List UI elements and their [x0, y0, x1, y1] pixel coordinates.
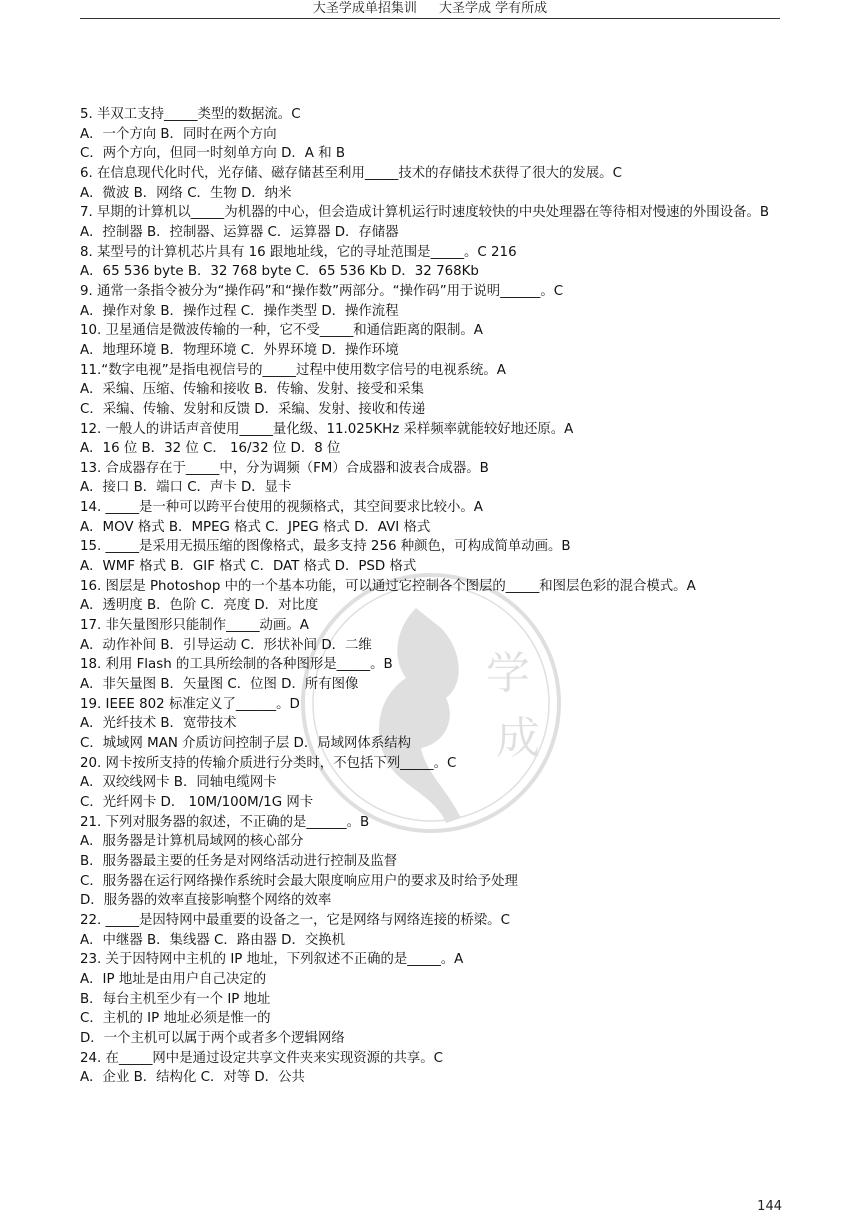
- question-9: 9. 通常一条指令被分为“操作码”和“操作数”两部分。“操作码”用于说明______。C: [80, 283, 564, 299]
- options-line: A．中继器 B．集线器 C．路由器 D．交换机: [80, 932, 346, 948]
- question-14: 14. _____是一种可以跨平台使用的视频格式，其空间要求比较小。A: [80, 500, 483, 516]
- page-header: [80, 0, 780, 19]
- question-19: 19. IEEE 802 标准定义了______。D: [80, 696, 300, 712]
- question-13: 13. 合成器存在于_____中，分为调频（FM）合成器和波表合成器。B: [80, 460, 489, 476]
- options-line: D．服务器的效率直接影响整个网络的效率: [80, 893, 332, 909]
- options-line: A．IP 地址是由用户自己决定的: [80, 971, 267, 987]
- options-line: C．主机的 IP 地址必须是惟一的: [80, 1011, 271, 1027]
- question-24: 24. 在_____网中是通过设定共享文件夹来实现资源的共享。C: [80, 1050, 443, 1066]
- page-number: 144: [757, 1199, 782, 1214]
- question-5: 5. 半双工支持_____类型的数据流。C: [80, 107, 301, 122]
- question-16: 16. 图层是 Photoshop 中的一个基本功能，可以通过它控制各个图层的_____和图层色彩的混合模式。A: [80, 578, 696, 594]
- options-line: C．光纤网卡 D． 10M/100M/1G 网卡: [80, 794, 314, 810]
- options-line: A．接口 B．端口 C．声卡 D．显卡: [80, 480, 292, 496]
- svg-text:成: 成: [496, 713, 540, 764]
- svg-text:学: 学: [486, 648, 530, 699]
- question-23: 23. 关于因特网中主机的 IP 地址，下列叙述不正确的是_____。A: [80, 952, 464, 968]
- question-20: 20. 网卡按所支持的传输介质进行分类时，不包括下列_____。C: [80, 755, 457, 771]
- options-line: A．采编、压缩、传输和接收 B．传输、发射、接受和采集: [80, 382, 424, 398]
- options-line: A．MOV 格式 B．MPEG 格式 C．JPEG 格式 D．AVI 格式: [80, 519, 431, 535]
- options-line: A．双绞线网卡 B．同轴电缆网卡: [80, 775, 277, 791]
- question-17: 17. 非矢量图形只能制作_____动画。A: [80, 618, 309, 634]
- options-line: A．控制器 B．控制器、运算器 C．运算器 D．存储器: [80, 224, 399, 240]
- options-line: A．动作补间 B．引导运动 C．形状补间 D．二维: [80, 637, 372, 653]
- question-7: 7. 早期的计算机以_____为机器的中心，但会造成计算机运行时速度较快的中央处理器在等待相对慢速的外围设备。B: [80, 205, 770, 221]
- options-line: A．微波 B．网络 C．生物 D．纳米: [80, 185, 292, 201]
- question-15: 15. _____是采用无损压缩的图像格式，最多支持 256 种颜色，可构成简单动画。B: [80, 539, 571, 555]
- question-22: 22. _____是因特网中最重要的设备之一，它是网络与网络连接的桥梁。C: [80, 912, 510, 928]
- header-brand-left: 大圣学成单招集训: [312, 1, 417, 16]
- options-line: A．企业 B．结构化 C．对等 D．公共: [80, 1070, 305, 1086]
- options-line: A．地理环境 B．物理环境 C．外界环境 D．操作环境: [80, 342, 399, 358]
- question-list: [80, 105, 790, 1088]
- question-18: 18. 利用 Flash 的工具所绘制的各种图形是_____。B: [80, 657, 393, 673]
- header-brand-right: 大圣学成 学有所成: [439, 1, 548, 16]
- question-8: 8. 某型号的计算机芯片具有 16 跟地址线，它的寻址范围是_____。C 216: [80, 244, 517, 260]
- options-line: A．透明度 B．色阶 C．亮度 D．对比度: [80, 598, 319, 614]
- question-12: 12. 一般人的讲话声音使用_____量化级、11.025KHz 采样频率就能较好地还原。A: [80, 421, 574, 437]
- options-line: B．每台主机至少有一个 IP 地址: [80, 991, 271, 1007]
- options-line: A．WMF 格式 B．GIF 格式 C．DAT 格式 D．PSD 格式: [80, 559, 417, 575]
- options-line: A．光纤技术 B．宽带技术: [80, 716, 237, 732]
- question-11: 11.“数字电视”是指电视信号的_____过程中使用数字信号的电视系统。A: [80, 362, 506, 378]
- question-6: 6. 在信息现代化时代，光存储、磁存储甚至利用_____技术的存储技术获得了很大的发展。C: [80, 165, 622, 181]
- options-line: A．操作对象 B．操作过程 C．操作类型 D．操作流程: [80, 303, 399, 319]
- options-line: A．一个方向 B．同时在两个方向: [80, 126, 277, 142]
- options-line: C．服务器在运行网络操作系统时会最大限度响应用户的要求及时给予处理: [80, 873, 518, 889]
- options-line: C．城域网 MAN 介质访问控制子层 D．局域网体系结构: [80, 736, 411, 751]
- options-line: B．服务器最主要的任务是对网络活动进行控制及监督: [80, 853, 398, 869]
- options-line: D．一个主机可以属于两个或者多个逻辑网络: [80, 1030, 345, 1046]
- options-line: C．采编、传输、发射和反馈 D．采编、发射、接收和传递: [80, 401, 426, 417]
- options-line: A．非矢量图 B．矢量图 C．位图 D．所有图像: [80, 677, 359, 693]
- options-line: A．65 536 byte B．32 768 byte C．65 536 Kb D．32 768Kb: [80, 264, 479, 280]
- question-10: 10. 卫星通信是微波传输的一种，它不受_____和通信距离的限制。A: [80, 323, 483, 339]
- options-line: A．服务器是计算机局域网的核心部分: [80, 834, 304, 850]
- question-21: 21. 下列对服务器的叙述，不正确的是______。B: [80, 814, 370, 830]
- options-line: C．两个方向，但同一时刻单方向 D．A 和 B: [80, 146, 346, 162]
- options-line: A．16 位 B．32 位 C． 16/32 位 D．8 位: [80, 441, 341, 457]
